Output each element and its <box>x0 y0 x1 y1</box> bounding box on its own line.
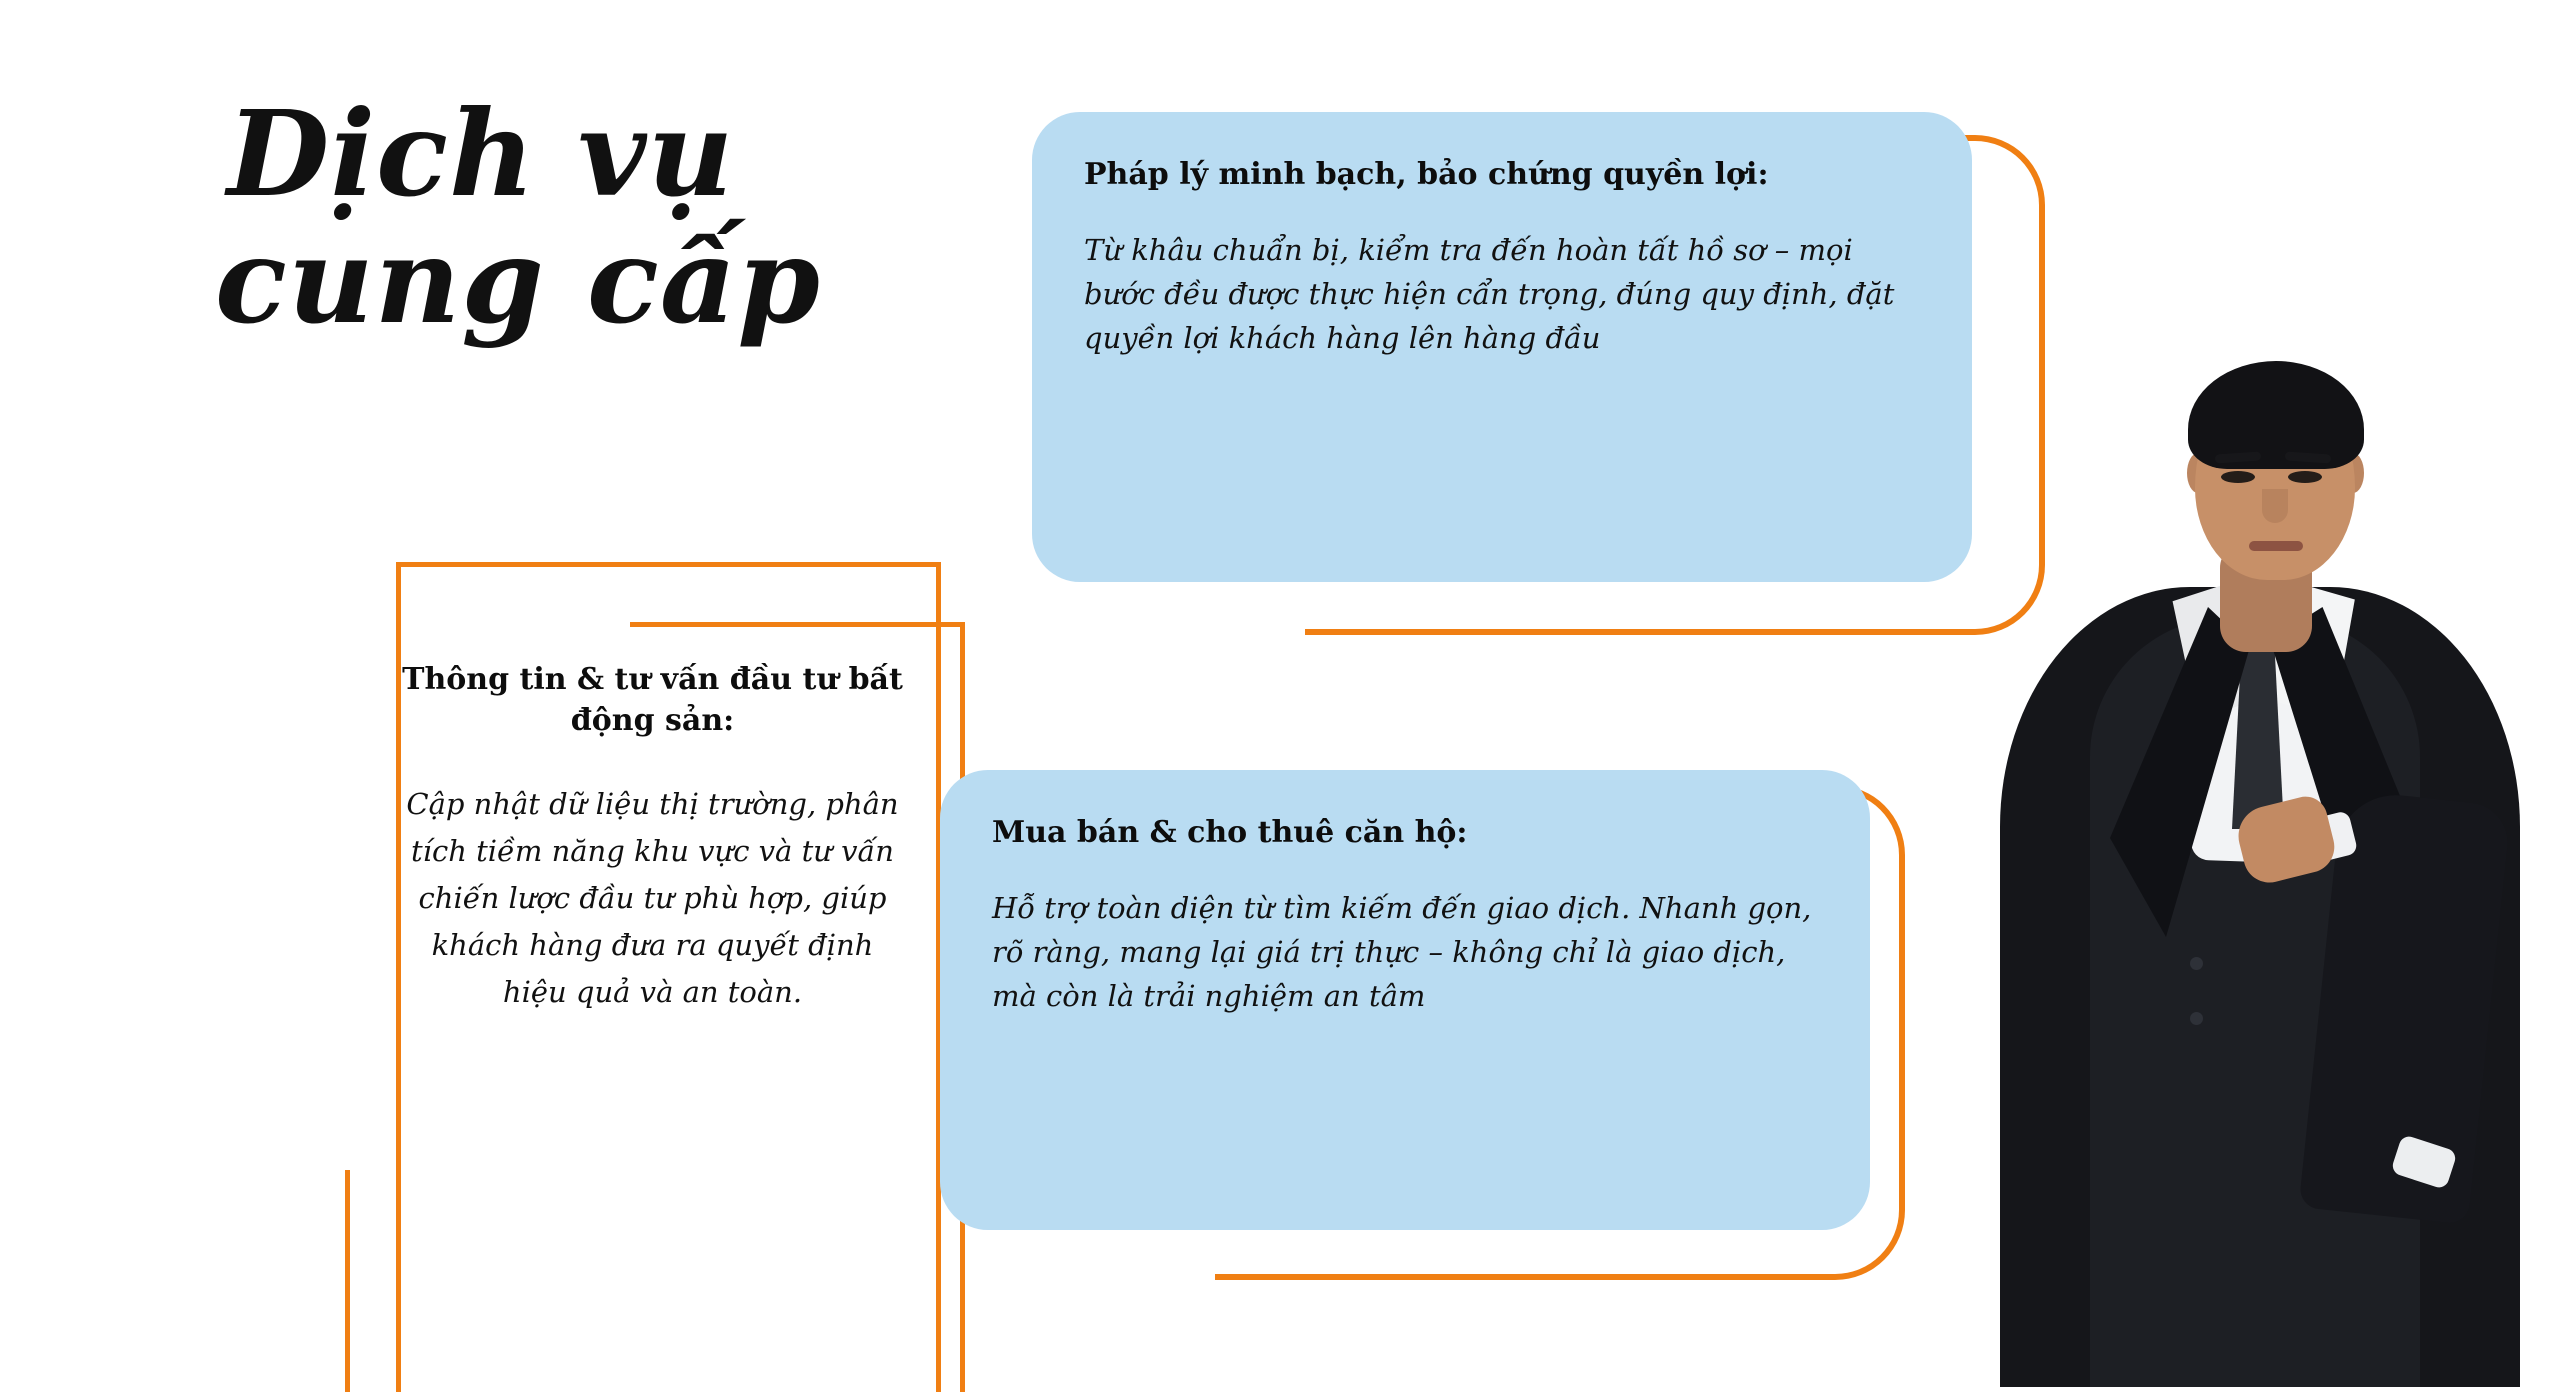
eye-right <box>2288 471 2322 483</box>
service-card-body: Hỗ trợ toàn diện từ tìm kiếm đến giao dịch. Nhanh gọn, rõ ràng, mang lại giá trị thực – không chỉ là giao dịch, mà còn là trải nghiệm an tâm <box>992 890 1812 1013</box>
service-card-body: Cập nhật dữ liệu thị trường, phân tích tiềm năng khu vực và tư vấn chiến lược đầu tư phù hợp, giúp khách hàng đưa ra quyết định hiệu quả và an toàn. <box>406 787 899 1009</box>
hair <box>2188 361 2364 469</box>
jacket-button-1 <box>2190 957 2203 970</box>
service-card-heading: Thông tin & tư vấn đầu tư bất động sản: <box>402 662 903 738</box>
page-title <box>215 84 975 351</box>
nose <box>2262 489 2288 523</box>
mouth <box>2249 541 2303 551</box>
service-card-phap-ly <box>1032 112 1972 582</box>
service-card-heading: Pháp lý minh bạch, bảo chứng quyền lợi: <box>1084 157 1769 192</box>
eye-left <box>2221 471 2255 483</box>
service-card-heading: Mua bán & cho thuê căn hộ: <box>992 815 1468 850</box>
service-card-thong-tin-tu-van <box>400 660 905 1016</box>
service-card-body: Từ khâu chuẩn bị, kiểm tra đến hoàn tất hồ sơ – mọi bước đều được thực hiện cẩn trọng, đúng quy định, đặt quyền lợi khách hàng lên hàng đầu <box>1084 232 1895 355</box>
page-title-line-2: cung cấp <box>215 211 821 351</box>
orange-tick-left <box>345 1170 350 1392</box>
page-title-line-1: Dịch vụ <box>227 84 735 223</box>
person-photo <box>1940 257 2560 1387</box>
service-card-mua-ban-cho-thue <box>940 770 1870 1230</box>
jacket-button-2 <box>2190 1012 2203 1025</box>
